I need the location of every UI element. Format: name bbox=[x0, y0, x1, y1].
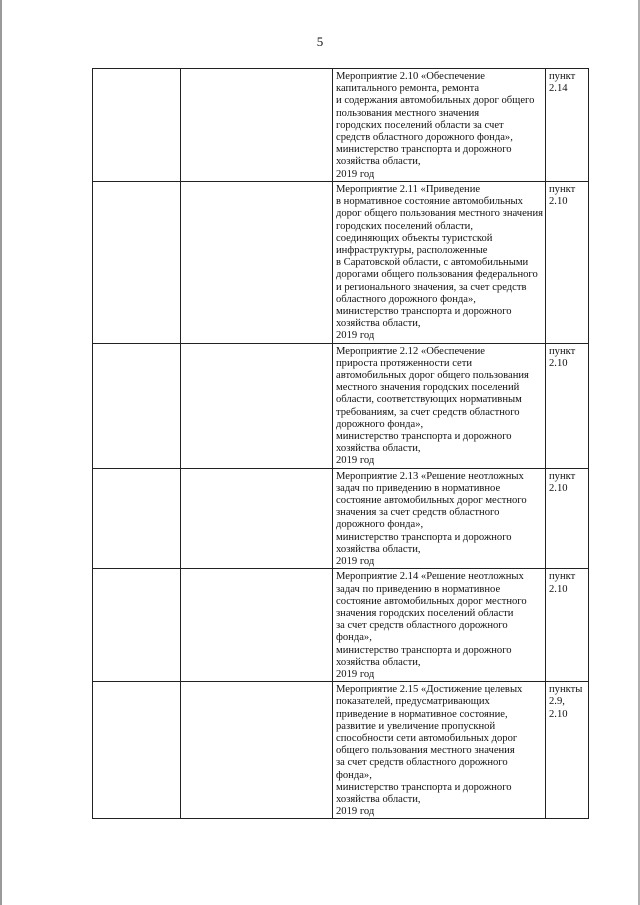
event-line: 2019 год bbox=[336, 330, 375, 342]
event-description-cell bbox=[333, 182, 546, 344]
event-line: министерство транспорта и дорожного bbox=[336, 431, 512, 443]
event-line: автомобильных дорог общего пользования bbox=[336, 370, 529, 382]
event-line: 2019 год bbox=[336, 806, 375, 818]
event-line: Мероприятие 2.11 «Приведение bbox=[336, 184, 481, 195]
event-line: в Саратовской области, с автомобильными bbox=[336, 257, 529, 269]
reference-line: пункт bbox=[549, 71, 576, 82]
event-line: Мероприятие 2.10 «Обеспечение bbox=[336, 71, 485, 82]
event-line: городских поселений области, bbox=[336, 220, 473, 232]
empty-cell-col2 bbox=[181, 468, 333, 569]
event-line: хозяйства области, bbox=[336, 443, 421, 455]
event-line: состояние автомобильных дорог местного bbox=[336, 595, 527, 607]
event-line: в нормативное состояние автомобильных bbox=[336, 196, 523, 208]
reference-cell bbox=[546, 182, 589, 344]
empty-cell-col1 bbox=[93, 569, 181, 682]
page-number: 5 bbox=[316, 34, 324, 49]
event-line: Мероприятие 2.14 «Решение неотложных bbox=[336, 571, 524, 583]
event-description-cell bbox=[333, 69, 546, 182]
table-row bbox=[93, 682, 589, 819]
event-line: требованиям, за счет средств областного bbox=[336, 406, 520, 418]
event-line: задач по приведению в нормативное bbox=[336, 482, 501, 494]
event-line: министерство транспорта и дорожного bbox=[336, 644, 512, 656]
event-line: области, соответствующих нормативным bbox=[336, 394, 522, 406]
scan-edge-left bbox=[0, 0, 2, 905]
event-line: фонда», bbox=[336, 632, 372, 644]
event-line: и содержания автомобильных дорог общего bbox=[336, 95, 535, 107]
empty-cell-col2 bbox=[181, 343, 333, 468]
event-line: дорогами общего пользования федерального bbox=[336, 269, 538, 281]
event-description-cell bbox=[333, 468, 546, 569]
empty-cell-col1 bbox=[93, 182, 181, 344]
event-line: Мероприятие 2.12 «Обеспечение bbox=[336, 345, 485, 357]
event-line: 2019 год bbox=[336, 455, 375, 467]
event-line: хозяйства области, bbox=[336, 793, 421, 805]
reference-line: пункты bbox=[549, 684, 583, 696]
reference-line: пункт bbox=[549, 571, 576, 583]
empty-cell-col2 bbox=[181, 682, 333, 819]
event-line: прироста протяженности сети bbox=[336, 357, 473, 369]
event-line: 2019 год bbox=[336, 668, 375, 680]
reference-line: 2.10 bbox=[549, 583, 568, 595]
event-line: развитие и увеличение пропускной bbox=[336, 720, 496, 732]
empty-cell-col1 bbox=[93, 468, 181, 569]
event-line: дорожного фонда», bbox=[336, 418, 424, 430]
event-line: 2019 год bbox=[336, 168, 375, 180]
events-table bbox=[92, 68, 589, 819]
event-line: инфраструктуры, расположенные bbox=[336, 245, 488, 257]
event-line: приведение в нормативное состояние, bbox=[336, 708, 508, 720]
event-line: Мероприятие 2.13 «Решение неотложных bbox=[336, 470, 524, 482]
reference-cell bbox=[546, 343, 589, 468]
event-line: хозяйства области, bbox=[336, 156, 421, 168]
event-line: значения за счет средств областного bbox=[336, 507, 500, 519]
event-line: задач по приведению в нормативное bbox=[336, 583, 501, 595]
event-line: хозяйства области, bbox=[336, 656, 421, 668]
event-line: за счет средств областного дорожного bbox=[336, 620, 508, 632]
event-line: капитального ремонта, ремонта bbox=[336, 83, 480, 95]
event-line: средств областного дорожного фонда», bbox=[336, 132, 513, 144]
empty-cell-col1 bbox=[93, 682, 181, 819]
event-line: пользования местного значения bbox=[336, 107, 480, 119]
event-line: дорожного фонда», bbox=[336, 519, 424, 531]
table-row bbox=[93, 468, 589, 569]
reference-line: 2.10 bbox=[549, 708, 568, 720]
reference-line: пункт bbox=[549, 184, 576, 195]
event-line: соединяющих объекты туристской bbox=[336, 232, 493, 244]
reference-cell bbox=[546, 569, 589, 682]
reference-cell bbox=[546, 468, 589, 569]
reference-line: 2.10 bbox=[549, 482, 568, 494]
events-table-body bbox=[93, 69, 589, 819]
event-description-cell bbox=[333, 569, 546, 682]
event-line: министерство транспорта и дорожного bbox=[336, 781, 512, 793]
event-line: и регионального значения, за счет средств bbox=[336, 281, 527, 293]
reference-line: 2.14 bbox=[549, 83, 568, 95]
event-line: хозяйства области, bbox=[336, 318, 421, 330]
empty-cell-col2 bbox=[181, 69, 333, 182]
table-row bbox=[93, 182, 589, 344]
event-line: дорог общего пользования местного значения bbox=[336, 208, 544, 220]
event-line: общего пользования местного значения bbox=[336, 745, 515, 757]
empty-cell-col2 bbox=[181, 569, 333, 682]
reference-cell bbox=[546, 682, 589, 819]
reference-line: 2.10 bbox=[549, 196, 568, 208]
empty-cell-col2 bbox=[181, 182, 333, 344]
event-line: показателей, предусматривающих bbox=[336, 696, 490, 708]
reference-line: пункт bbox=[549, 470, 576, 482]
event-line: местного значения городских поселений bbox=[336, 382, 520, 394]
event-description-cell bbox=[333, 682, 546, 819]
reference-line: 2.9, bbox=[549, 696, 565, 708]
table-row bbox=[93, 343, 589, 468]
table-row bbox=[93, 569, 589, 682]
event-line: Мероприятие 2.15 «Достижение целевых bbox=[336, 684, 523, 696]
reference-cell bbox=[546, 69, 589, 182]
event-line: хозяйства области, bbox=[336, 543, 421, 555]
event-description-cell bbox=[333, 343, 546, 468]
event-line: городских поселений области за счет bbox=[336, 119, 504, 131]
event-line: значения городских поселений области bbox=[336, 607, 514, 619]
reference-line: пункт bbox=[549, 345, 576, 357]
empty-cell-col1 bbox=[93, 343, 181, 468]
event-line: министерство транспорта и дорожного bbox=[336, 531, 512, 543]
event-line: способности сети автомобильных дорог bbox=[336, 732, 518, 744]
event-line: состояние автомобильных дорог местного bbox=[336, 495, 527, 507]
event-line: министерство транспорта и дорожного bbox=[336, 144, 512, 156]
event-line: министерство транспорта и дорожного bbox=[336, 306, 512, 318]
reference-line: 2.10 bbox=[549, 357, 568, 369]
event-line: областного дорожного фонда», bbox=[336, 293, 476, 305]
event-line: за счет средств областного дорожного bbox=[336, 757, 508, 769]
event-line: фонда», bbox=[336, 769, 372, 781]
table-row bbox=[93, 69, 589, 182]
empty-cell-col1 bbox=[93, 69, 181, 182]
event-line: 2019 год bbox=[336, 556, 375, 568]
